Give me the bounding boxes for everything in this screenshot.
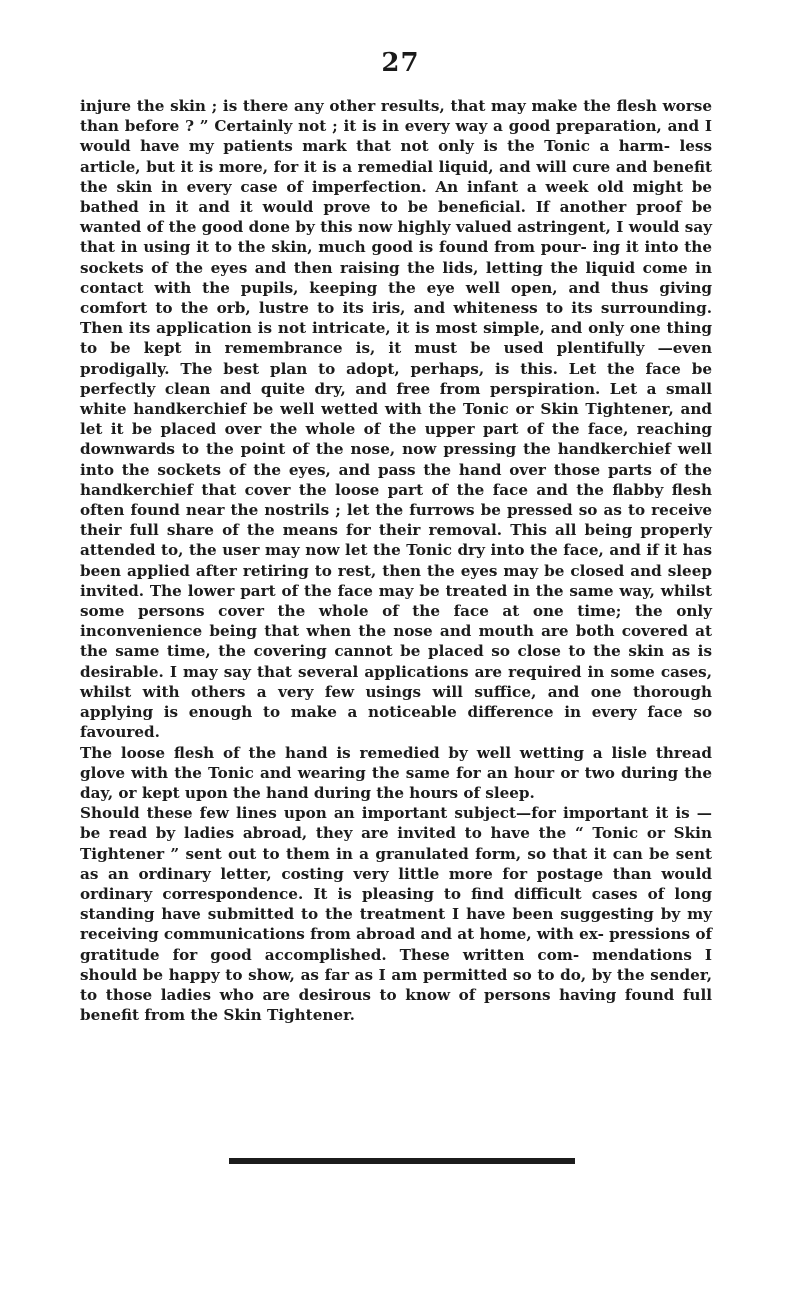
body-text [80, 96, 712, 1025]
horizontal-rule [229, 1158, 575, 1164]
paragraph-1: injure the skin ; is there any other results, that may make the flesh worse than before ? ” Certainly not ; it is in every way a good preparation, and I would have my patients mark that not only is the Tonic a harm- less article, but it is more, for it is a remedial liquid, and will cure and benefit the skin in every case of imperfection. An infant a week old might be bathed in it and it would prove to be beneficial. If another proof be wanted of the good done by this now highly valued astringent, I would say that in using it to the skin, much good is found from pour- ing it into the sockets of the eyes and then raising the lids, letting the liquid come in contact with the pupils, keeping the eye well open, and thus giving comfort to the orb, lustre to its iris, and whiteness to its surrounding. Then its application is not intricate, it is most simple, and only one thing to be kept in remembrance is, it must be used plentifully —even prodigally. The best plan to adopt, perhaps, is this. Let the face be perfectly clean and quite dry, and free from perspiration. Let a small white handkerchief be well wetted with the Tonic or Skin Tightener, and let it be placed over the whole of the upper part of the face, reaching downwards to the point of the nose, now pressing the handkerchief well into the sockets of the eyes, and pass the hand over those parts of the handkerchief that cover the loose part of the face and the flabby flesh often found near the nostrils ; let the furrows be pressed so as to receive their full share of the means for their removal. This all being properly attended to, the user may now let the Tonic dry into the face, and if it has been applied after retiring to rest, then the eyes may be closed and sleep invited. The lower part of the face may be treated in the same way, whilst some persons cover the whole of the face at one time; the only inconvenience being that when the nose and mouth are both covered at the same time, the covering cannot be placed so close to the skin as is desirable. I may say that several applications are required in some cases, whilst with others a very few usings will suffice, and one thorough applying is enough to make a noticeable difference in every face so favoured. [80, 97, 712, 742]
paragraph-3: Should these few lines upon an important subject—for important it is —be read by ladies abroad, they are invited to have the “ Tonic or Skin Tightener ” sent out to them in a granulated form, so that it can be sent as an ordinary letter, costing very little more for postage than would ordinary correspondence. It is pleasing to find difficult cases of long standing have submitted to the treatment I have been suggesting by my receiving communications from abroad and at home, with ex- pressions of gratitude for good accomplished. These written com- mendations I should be happy to show, as far as I am permitted so to do, by the sender, to those ladies who are desirous to know of persons having found full benefit from the Skin Tightener. [80, 804, 712, 1025]
page-number: 27 [381, 48, 420, 78]
paragraph-2: The loose flesh of the hand is remedied by well wetting a lisle thread glove with the Tonic and wearing the same for an hour or two during the day, or kept upon the hand during the hours of sleep. [80, 743, 712, 802]
